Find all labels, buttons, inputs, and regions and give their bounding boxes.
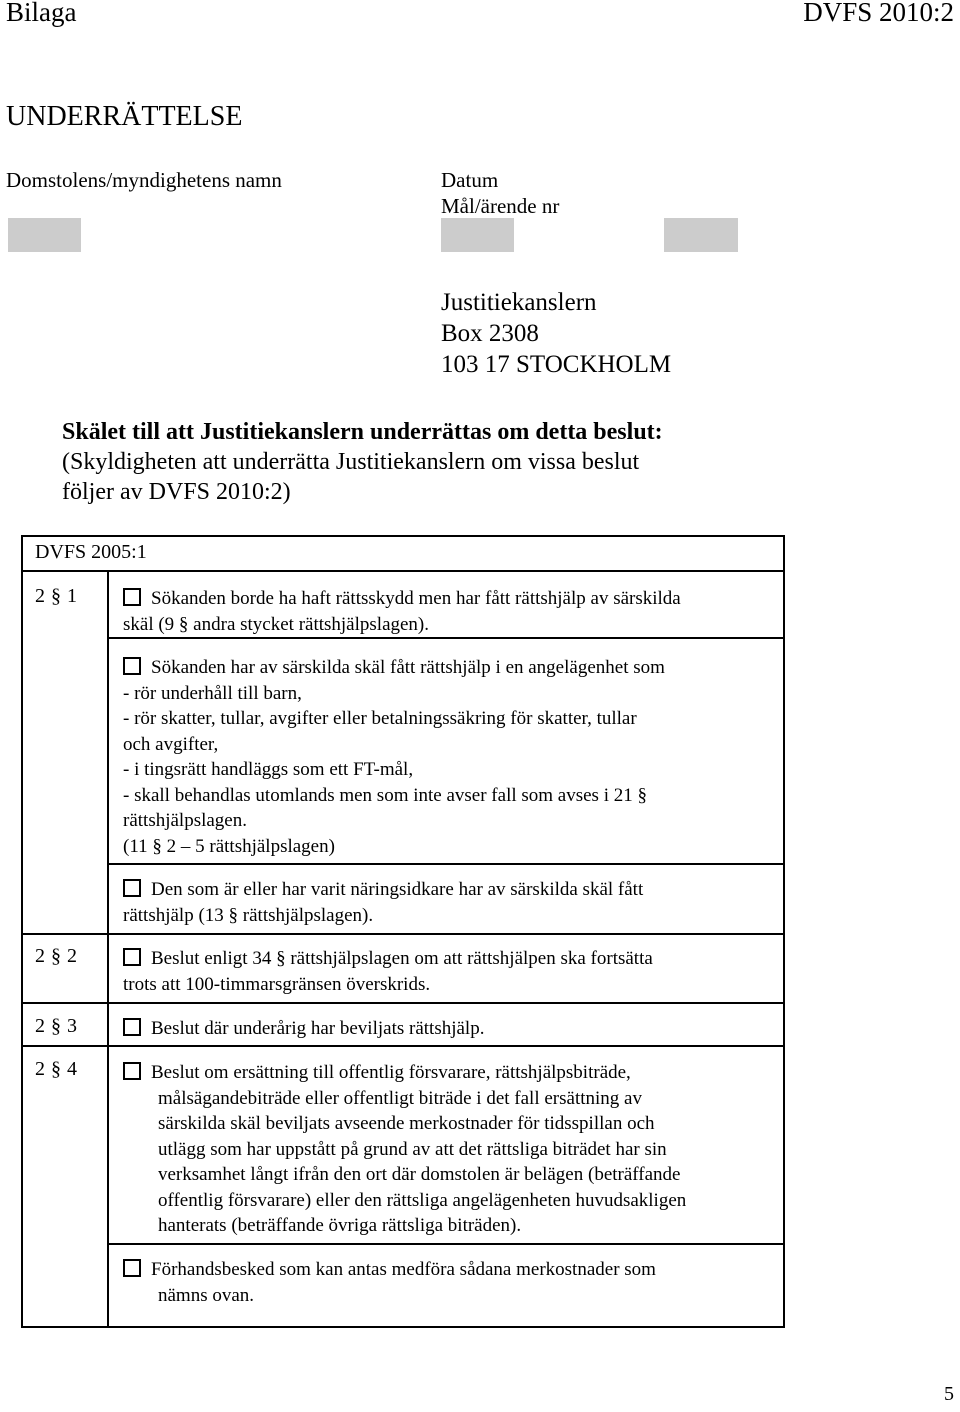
checkbox-34-paragraf[interactable] (123, 948, 141, 966)
section-2-2: 2 § 2 (35, 945, 77, 967)
case-number-field[interactable] (664, 218, 738, 252)
checkbox-ersattning[interactable] (123, 1062, 141, 1080)
item-ersattning: Beslut om ersättning till offentlig försvarare, rättshjälpsbiträde, målsägandebiträde eller offentligt biträde i det fall ersättning av särskilda skäl beviljats avseende merkostnader för tidsspillan och utlägg som har uppstått på grund av att det rättsliga biträdet har sin verksamhet långt ifrån den ort där domstolen är belägen (beträffande offentlig försvarare) eller den rättsliga angelägenheten huvudsakligen hanterats (beträffande övriga rättsliga biträden). (123, 1060, 686, 1239)
checkbox-forhandsbesked[interactable] (123, 1259, 141, 1277)
row-divider (21, 933, 785, 935)
row-divider (21, 1045, 785, 1047)
address-line-3: 103 17 STOCKHOLM (441, 351, 672, 378)
checkbox-naringsidkare[interactable] (123, 879, 141, 897)
section-2-1: 2 § 1 (35, 585, 77, 607)
checkbox-underarig[interactable] (123, 1018, 141, 1036)
row-divider (107, 637, 785, 639)
date-field[interactable] (441, 218, 514, 252)
section-2-4: 2 § 4 (35, 1058, 77, 1080)
case-number-label: Mål/ärende nr (441, 194, 560, 218)
item-forhandsbesked: Förhandsbesked som kan antas medföra sådana merkostnader som nämns ovan. (123, 1257, 656, 1308)
table-title: DVFS 2005:1 (35, 541, 147, 563)
row-divider (21, 1002, 785, 1004)
court-name-label: Domstolens/myndighetens namn (6, 168, 282, 192)
document-title: UNDERRÄTTELSE (6, 101, 243, 132)
reason-block (62, 417, 663, 507)
item-underarig: Beslut där underårig har beviljats rättshjälp. (123, 1016, 484, 1042)
checkbox-sarskilda-skal[interactable] (123, 657, 141, 675)
page-number: 5 (944, 1383, 954, 1405)
reason-note-line-2: följer av DVFS 2010:2) (62, 479, 291, 505)
row-divider (107, 1243, 785, 1245)
header-bilaga: Bilaga (6, 0, 77, 27)
reason-note-line-1: (Skyldigheten att underrätta Justitiekanslern om vissa beslut (62, 449, 640, 475)
item-sarskilda-skal: Sökanden har av särskilda skäl fått rättshjälp i en angelägenhet som - rör underhåll till barn, - rör skatter, tullar, avgifter eller betalningssäkring för skatter, tullar och avgifter, - i tingsrätt handläggs som ett FT-mål, - skall behandlas utomlands men som inte avser fall som avses i 21 § rättshjälpslagen. (11 § 2 – 5 rättshjälpslagen) (123, 657, 665, 857)
item-naringsidkare: Den som är eller har varit näringsidkare har av särskilda skäl fått rättshjälp (13 § rättshjälpslagen). (123, 879, 644, 926)
table-column-divider (107, 570, 109, 1328)
reason-heading: Skälet till att Justitiekanslern underrättas om detta beslut: (62, 419, 663, 445)
address-line-2: Box 2308 (441, 320, 539, 347)
checkbox-rattsskydd[interactable] (123, 588, 141, 606)
table-title-divider (21, 570, 785, 572)
court-name-field[interactable] (8, 218, 81, 252)
section-2-3: 2 § 3 (35, 1015, 77, 1037)
address-line-1: Justitiekanslern (441, 289, 597, 316)
item-34-paragraf: Beslut enligt 34 § rättshjälpslagen om att rättshjälpen ska fortsätta trots att 100-timmarsgränsen överskrids. (123, 948, 653, 995)
date-label: Datum (441, 168, 499, 192)
row-divider (107, 863, 785, 865)
item-rattsskydd: Sökanden borde ha haft rättsskydd men har fått rättshjälp av särskilda skäl (9 § andra stycket rättshjälpslagen). (123, 588, 681, 635)
header-regulation: DVFS 2010:2 (803, 0, 954, 27)
